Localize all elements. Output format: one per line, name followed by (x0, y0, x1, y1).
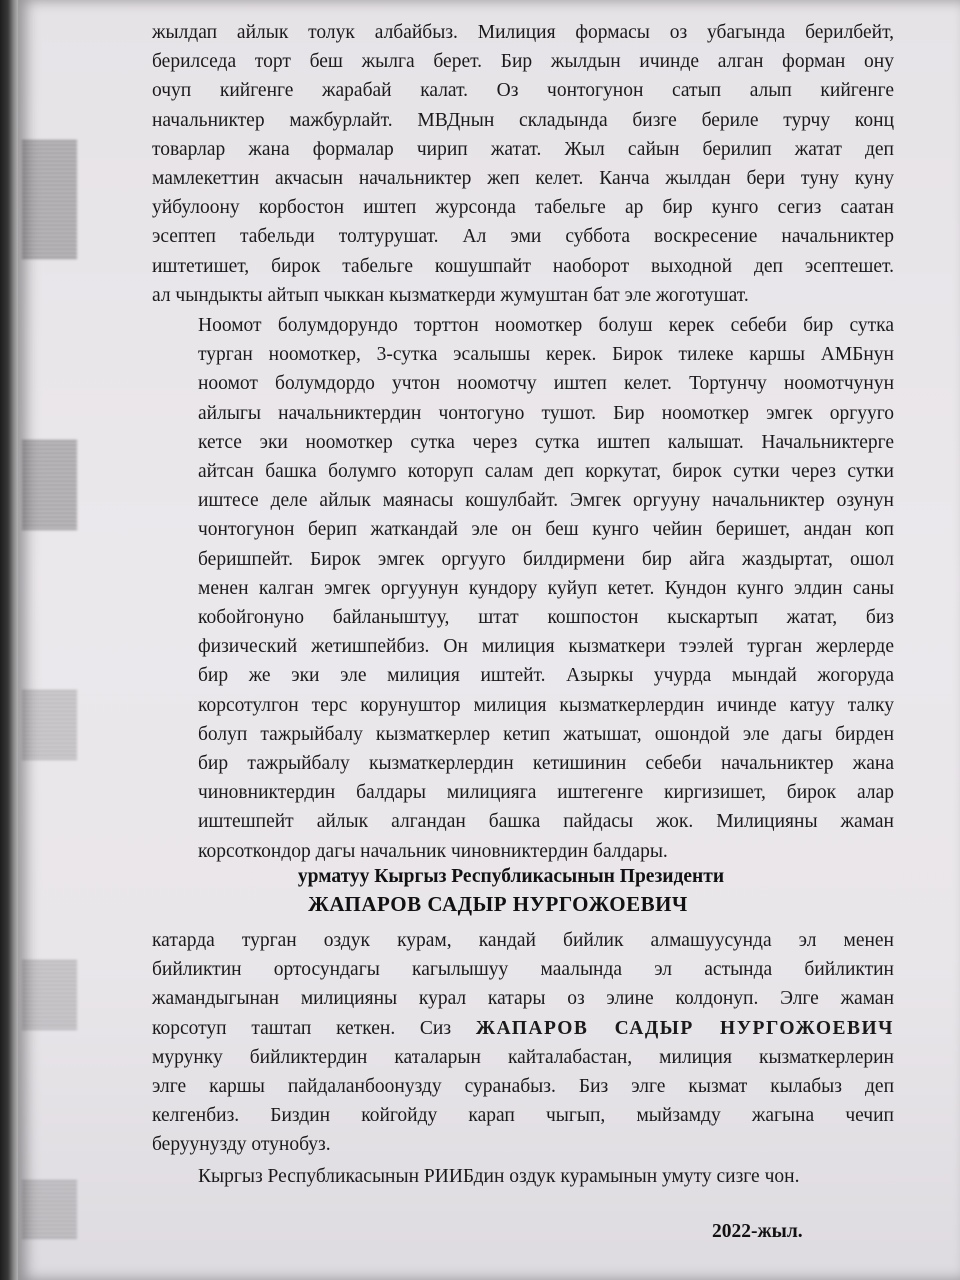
text-line: турган ноомоткер, 3-сутка эсалышы керек. Бирок тилеке каршы АМБнун (198, 344, 894, 366)
text-line: беришпейт. Бирок эмгек оргууго билдирмени бир айга жаздыртат, ошол (198, 548, 894, 570)
text-line: уйбулоону корбостон иштеп журсонда табельге ар бир кунго сегиз саатан (152, 197, 894, 219)
text-fragment: корсотуп таштап кеткен. Сиз (152, 1017, 476, 1039)
paragraph-1 (152, 18, 894, 310)
text-line: кобойгонуно байланыштуу, штат кошпостон кыскартып жатат, биз (198, 607, 894, 629)
paragraph-4: Кыргыз Республикасынын РИИБдин оздук курамынын умуту сизге чон. (198, 1166, 800, 1187)
text-line: беруунузду отунобуз. (152, 1134, 331, 1156)
text-line: бир же эки эле милиция иштейт. Азыркы учурда мындай жогоруда (198, 665, 894, 687)
text-line: мамлекеттин акчасын начальниктер жеп келет. Канча жылдан бери туну куну (152, 168, 894, 190)
text-line: жылдап айлык толук албайбыз. Милиция формасы оз убагында берилбейт, (152, 22, 894, 43)
text-line (152, 1014, 894, 1043)
paragraph-2 (152, 311, 894, 866)
scan-smudge (22, 440, 77, 530)
text-line: начальниктер мажбурлайт. МВДнын складында бизге бериле турчу конц (152, 109, 894, 131)
text-line: бир тажрыйбалу кызматкерлердин кетишинин себеби начальниктер жана (198, 753, 894, 775)
text-line: кетсе эки ноомоткер сутка через сутка иштеп калышат. Начальниктерге (198, 431, 894, 453)
text-line: менен калган эмгек оргуунун кундору куйуп кетет. Кундон кунго элдин саны (198, 577, 894, 599)
text-line: иштетишет, бирок табельге кошушпайт наоборот выходной деп эсептешет. (152, 255, 894, 277)
president-name-inline: ЖАПАРОВ САДЫР НУРГОЖОЕВИЧ (475, 1017, 894, 1039)
document-date: 2022-жыл. (712, 1221, 803, 1242)
text-line: иштесе деле айлык маянасы кошулбайт. Эмгек оргууну начальниктер озунун (198, 490, 894, 512)
text-line: товарлар жана формалар чирип жатат. Жыл сайын берилип жатат деп (152, 138, 894, 160)
text-line: мурунку бийликтердин каталарын кайталабастан, милиция кызматкерлерин (152, 1046, 894, 1068)
text-line: ал чындыкты айтып чыккан кызматкерди жумуштан бат эле жоготушат. (152, 284, 749, 306)
text-line: келгенбиз. Биздин койгойду карап чыгып, мыйзамду жагына чечип (152, 1105, 894, 1127)
scan-smudge (22, 960, 77, 1030)
text-line: жамандыгынан милицияны курал катары оз элине колдонуп. Элге жаман (152, 988, 894, 1010)
text-line: ноомот болумдордо учтон ноомотчу иштеп келет. Тортунчу ноомотчунун (198, 373, 894, 395)
text-line: берилседа торт беш жылга берет. Бир жылдын ичинде алган форман ону (152, 51, 894, 73)
text-line: иштешпейт айлык алгандан башка пайдасы жок. Милицияны жаман (198, 811, 894, 833)
text-line: чиновниктердин балдары милицияга иштегенге киргизишет, бирок алар (198, 782, 894, 804)
text-line: физический жетишпейбиз. Он милиция кызматкери тээлей турган жерлерде (198, 636, 894, 658)
text-line: очуп кийгенге жарабай калат. Оз чонтогунон сатып алып кийгенге (152, 80, 894, 102)
paragraph-3 (152, 926, 894, 1160)
text-line: болуп тажрыйбалу кызматкерлер кетип жатышат, ошондой эле дагы бирден (198, 723, 894, 745)
scan-smudge (22, 140, 77, 260)
text-line: корсотулгон терс корунуштор милиция кызматкерлердин ичинде катуу талку (198, 694, 894, 716)
text-line: Ноомот болумдорундо торттон ноомоткер болуш керек себеби бир сутка (198, 315, 894, 336)
text-line: корсоткондор дагы начальник чиновниктердин балдары. (198, 840, 668, 862)
text-line: элге каршы пайдаланбоонузду суранабыз. Биз элге кызмат кылабыз деп (152, 1076, 894, 1098)
text-line: эсептеп табельди толтурушат. Ал эми суббота воскресение начальниктер (152, 226, 894, 248)
text-line: катарда турган оздук курам, кандай бийлик алмашуусунда эл менен (152, 930, 894, 951)
scan-smudge (22, 690, 77, 760)
text-line: айтсан башка болумго которуп салам деп коркутат, бирок сутки через сутки (198, 461, 894, 483)
scan-smudge (22, 1180, 77, 1240)
heading-addressee-title: урматуу Кыргыз Республикасынын Президенти (297, 866, 725, 887)
text-line: чонтогунон берип жаткандай эле он беш кунго чейин беришет, андан коп (198, 519, 894, 541)
heading-addressee-name: ЖАПАРОВ САДЫР НУРГОЖОЕВИЧ (308, 892, 688, 916)
text-line: айлыгы начальниктердин чонтогуно тушот. Бир ноомоткер эмгек оргууго (198, 402, 894, 424)
text-line: бийликтин ортосундагы кагылышуу маалында эл астында бийликтин (152, 959, 894, 981)
